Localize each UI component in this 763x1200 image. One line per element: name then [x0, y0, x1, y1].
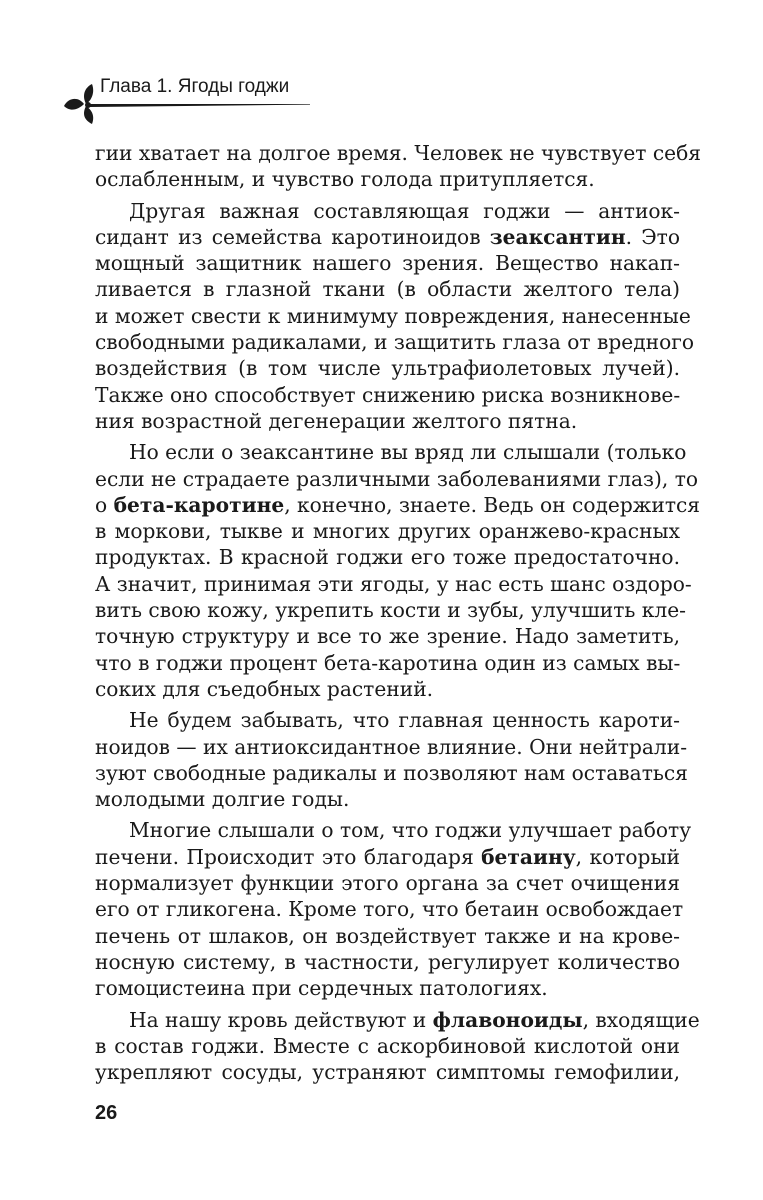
- text-line: [95, 760, 688, 786]
- text-line: [95, 949, 680, 975]
- text-line: [95, 166, 680, 192]
- text-segment: точную структуру и все то же зрение. Надо заметить,: [95, 624, 680, 649]
- text-line: [95, 408, 680, 434]
- text-segment: ноидов — их антиоксидантное влияние. Они нейтрали-: [95, 734, 688, 759]
- text-segment: печени. Происходит это благодаря: [95, 844, 482, 869]
- text-segment: Другая важная составляющая годжи — антиок-: [129, 198, 680, 223]
- text-segment: продуктах. В красной годжи его тоже предостаточно.: [95, 545, 680, 570]
- text-line: [95, 492, 701, 518]
- paragraph: [95, 439, 701, 702]
- text-segment: . Это: [625, 224, 680, 249]
- text-segment: зуют свободные радикалы и позволяют нам оставаться: [95, 760, 688, 785]
- bold-term: зеаксантин: [489, 224, 626, 249]
- text-line: [95, 303, 691, 329]
- chapter-title: Глава 1. Ягоды годжи: [100, 76, 290, 97]
- running-header: [62, 68, 322, 128]
- text-segment: ния возрастной дегенерации желтого пятна.: [95, 408, 578, 433]
- text-segment: укрепляют сосуды, устраняют симптомы гемофилии,: [95, 1060, 680, 1085]
- text-line: [95, 439, 687, 465]
- text-segment: его от гликогена. Кроме того, что бетаин освобождает: [95, 897, 684, 922]
- text-line: [95, 734, 688, 760]
- text-segment: ослабленным, и чувство голода притупляется.: [95, 167, 595, 192]
- text-line: [95, 140, 702, 166]
- text-segment: Многие слышали о том, что годжи улучшает работу: [129, 818, 692, 843]
- text-line: [95, 896, 684, 922]
- text-segment: носную систему, в частности, регулирует количество: [95, 949, 680, 974]
- text-segment: , входящие: [582, 1007, 700, 1032]
- paragraph: [95, 707, 688, 812]
- text-segment: что в годжи процент бета-каротина один из самых вы-: [95, 650, 681, 675]
- text-segment: если не страдаете различными заболеваниями глаз), то: [95, 466, 699, 491]
- text-segment: печень от шлаков, он воздействует также и на крове-: [95, 923, 680, 948]
- text-segment: ливается в глазной ткани (в области желтого тела): [95, 277, 680, 302]
- text-line: [95, 1059, 680, 1085]
- text-segment: На нашу кровь действуют и: [129, 1007, 433, 1032]
- text-line: [95, 224, 680, 250]
- body-text: [95, 140, 702, 1085]
- text-line: [95, 923, 680, 949]
- text-line: [95, 786, 680, 812]
- text-line: [95, 707, 680, 733]
- text-segment: , конечно, знаете. Ведь он содержится: [284, 492, 701, 517]
- text-line: [95, 1007, 700, 1033]
- text-segment: нормализует функции этого органа за счет очищения: [95, 871, 680, 896]
- text-line: [95, 276, 680, 302]
- text-line: [95, 329, 694, 355]
- text-line: [95, 676, 680, 702]
- text-segment: вить свою кожу, укрепить кости и зубы, улучшить кле-: [95, 598, 686, 623]
- text-segment: гомоцистеина при сердечных патологиях.: [95, 976, 548, 1001]
- text-segment: в моркови, тыкве и многих других оранжево-красных: [95, 519, 680, 544]
- paragraph: [95, 140, 702, 193]
- text-segment: соких для съедобных растений.: [95, 676, 434, 701]
- text-segment: воздействия (в том числе ультрафиолетовых лучей).: [95, 356, 680, 381]
- text-segment: Не будем забывать, что главная ценность кароти-: [129, 708, 680, 733]
- bold-term: бета-каротине: [113, 492, 285, 517]
- text-line: [95, 844, 680, 870]
- text-segment: Но если о зеаксантине вы вряд ли слышали (только: [129, 440, 687, 465]
- text-line: [95, 597, 686, 623]
- text-line: [95, 817, 692, 843]
- text-segment: , который: [575, 844, 680, 869]
- text-line: [95, 650, 680, 676]
- paragraph: [95, 198, 694, 435]
- text-segment: сидант из семейства каротиноидов: [95, 224, 490, 249]
- text-line: [95, 1033, 680, 1059]
- text-line: [95, 975, 680, 1001]
- text-segment: Также оно способствует снижению риска возникнове-: [95, 382, 681, 407]
- text-line: [95, 518, 680, 544]
- bold-term: флавоноиды: [432, 1007, 583, 1032]
- text-segment: о: [95, 492, 114, 517]
- text-line: [95, 466, 699, 492]
- bold-term: бетаину: [481, 844, 576, 869]
- text-line: [95, 250, 680, 276]
- text-line: [95, 198, 680, 224]
- text-segment: свободными радикалами, и защитить глаза от вредного: [95, 330, 694, 355]
- text-line: [95, 623, 680, 649]
- paragraph: [95, 817, 692, 1001]
- text-line: [95, 355, 680, 381]
- text-line: [95, 382, 680, 408]
- text-line: [95, 571, 692, 597]
- text-segment: А значит, принимая эти ягоды, у нас есть шанс оздоро-: [95, 571, 692, 596]
- text-segment: в состав годжи. Вместе с аскорбиновой кислотой они: [95, 1033, 680, 1058]
- text-segment: молодыми долгие годы.: [95, 787, 350, 812]
- text-segment: мощный защитник нашего зрения. Вещество накап-: [95, 251, 680, 276]
- text-line: [95, 544, 680, 570]
- text-line: [95, 870, 680, 896]
- text-segment: и может свести к минимуму повреждения, нанесенные: [95, 303, 691, 328]
- text-segment: гии хватает на долгое время. Человек не чувствует себя: [95, 141, 702, 165]
- page-number: 26: [95, 1102, 118, 1124]
- paragraph: [95, 1007, 700, 1086]
